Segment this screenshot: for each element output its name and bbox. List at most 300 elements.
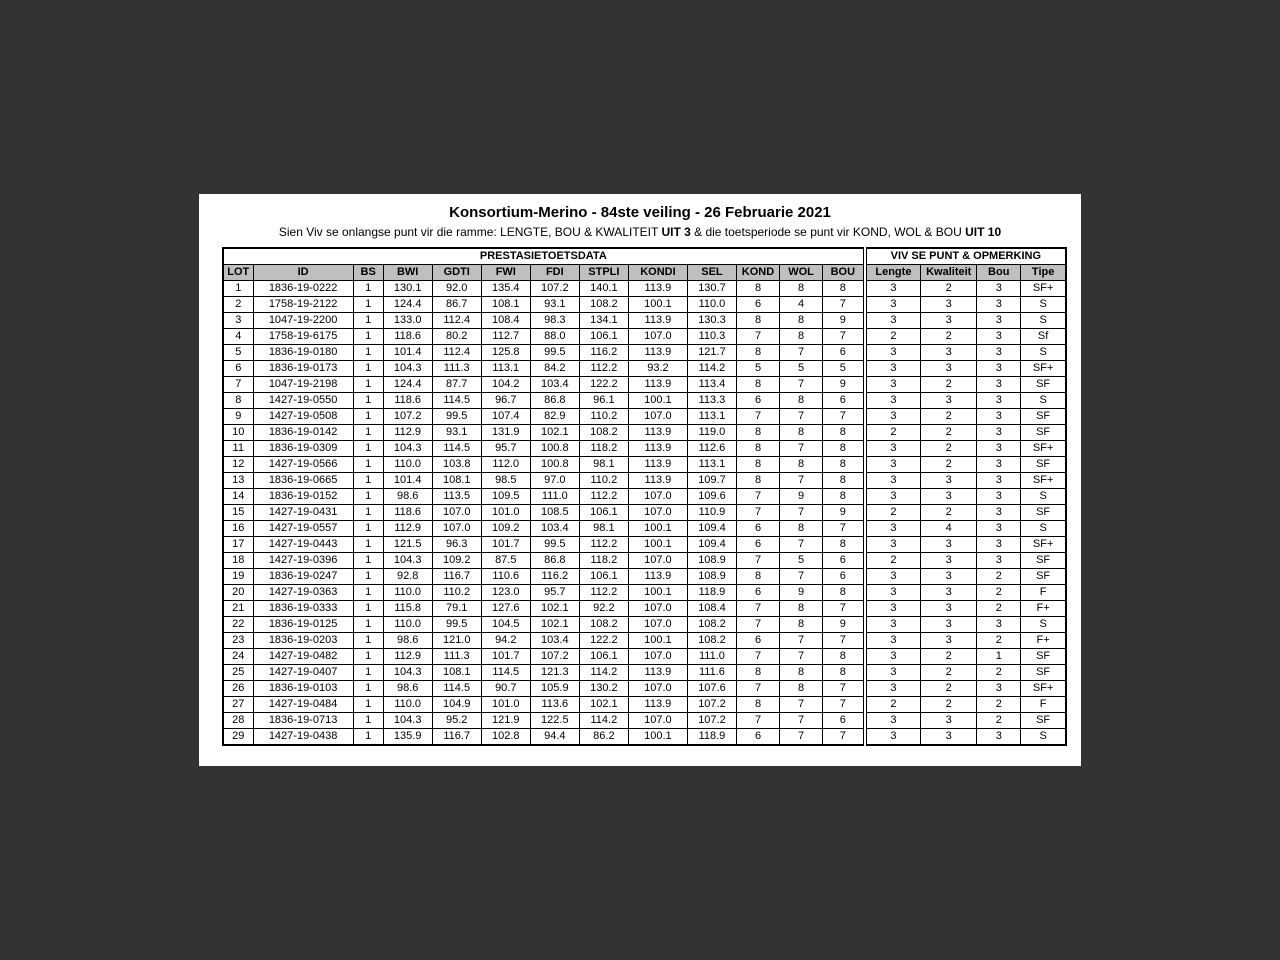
cell-id: 1047-19-2198: [253, 377, 353, 393]
cell-lot: 2: [223, 297, 253, 313]
cell-gdti: 80.2: [432, 329, 481, 345]
cell-kondi: 107.0: [628, 713, 687, 729]
cell-wol: 7: [780, 505, 823, 521]
cell-bwi: 118.6: [383, 505, 432, 521]
cell-fwi: 101.0: [481, 505, 530, 521]
cell-fdi: 107.2: [530, 649, 579, 665]
cell-sel: 114.2: [687, 361, 736, 377]
cell-kond: 5: [736, 361, 779, 377]
cell-id: 1427-19-0557: [253, 521, 353, 537]
cell-kwaliteit: 2: [921, 681, 977, 697]
subtitle-bold2: UIT 10: [965, 225, 1002, 239]
cell-bou: 8: [823, 665, 865, 681]
cell-sel: 118.9: [687, 585, 736, 601]
table-row: [223, 473, 1066, 489]
cell-bou: 2: [977, 569, 1021, 585]
table-row: [223, 729, 1066, 746]
cell-kondi: 100.1: [628, 521, 687, 537]
group-header-viv-punt: VIV SE PUNT & OPMERKING: [865, 248, 1066, 265]
column-header-sel: SEL: [687, 265, 736, 281]
cell-sel: 107.2: [687, 697, 736, 713]
cell-bs: 1: [353, 281, 383, 297]
cell-lot: 23: [223, 633, 253, 649]
table-row: [223, 553, 1066, 569]
cell-stpli: 108.2: [579, 617, 628, 633]
cell-kwaliteit: 3: [921, 601, 977, 617]
cell-id: 1836-19-0125: [253, 617, 353, 633]
cell-bou: 3: [977, 377, 1021, 393]
cell-kondi: 107.0: [628, 601, 687, 617]
column-header-bou: Bou: [977, 265, 1021, 281]
cell-stpli: 86.2: [579, 729, 628, 746]
cell-kwaliteit: 2: [921, 281, 977, 297]
cell-kond: 7: [736, 601, 779, 617]
cell-fwi: 127.6: [481, 601, 530, 617]
table-row: [223, 649, 1066, 665]
cell-bou: 7: [823, 633, 865, 649]
cell-bwi: 118.6: [383, 393, 432, 409]
column-header-bwi: BWI: [383, 265, 432, 281]
cell-sel: 107.2: [687, 713, 736, 729]
cell-sel: 112.6: [687, 441, 736, 457]
cell-sel: 108.2: [687, 633, 736, 649]
cell-fdi: 113.6: [530, 697, 579, 713]
cell-wol: 9: [780, 489, 823, 505]
cell-kondi: 100.1: [628, 537, 687, 553]
cell-kond: 6: [736, 585, 779, 601]
cell-fdi: 102.1: [530, 425, 579, 441]
cell-bwi: 124.4: [383, 297, 432, 313]
cell-lengte: 3: [865, 345, 921, 361]
cell-lengte: 3: [865, 281, 921, 297]
cell-kondi: 113.9: [628, 425, 687, 441]
cell-tipe: F: [1021, 697, 1066, 713]
cell-gdti: 114.5: [432, 393, 481, 409]
cell-stpli: 114.2: [579, 713, 628, 729]
cell-lengte: 3: [865, 441, 921, 457]
table-row: [223, 617, 1066, 633]
cell-fdi: 103.4: [530, 377, 579, 393]
cell-fwi: 110.6: [481, 569, 530, 585]
cell-bou: 3: [977, 521, 1021, 537]
cell-kwaliteit: 3: [921, 569, 977, 585]
cell-bou: 6: [823, 569, 865, 585]
cell-bs: 1: [353, 697, 383, 713]
table-row: [223, 409, 1066, 425]
cell-lengte: 3: [865, 377, 921, 393]
cell-bou: 3: [977, 729, 1021, 746]
cell-bou: 5: [823, 361, 865, 377]
cell-kwaliteit: 2: [921, 697, 977, 713]
cell-kond: 8: [736, 345, 779, 361]
cell-bou: 9: [823, 505, 865, 521]
cell-gdti: 112.4: [432, 345, 481, 361]
cell-id: 1427-19-0484: [253, 697, 353, 713]
cell-tipe: S: [1021, 313, 1066, 329]
cell-bwi: 101.4: [383, 473, 432, 489]
cell-id: 1836-19-0247: [253, 569, 353, 585]
cell-bwi: 133.0: [383, 313, 432, 329]
cell-id: 1836-19-0333: [253, 601, 353, 617]
cell-fdi: 121.3: [530, 665, 579, 681]
cell-kond: 7: [736, 649, 779, 665]
cell-bou: 6: [823, 393, 865, 409]
table-row: [223, 457, 1066, 473]
cell-bwi: 112.9: [383, 521, 432, 537]
cell-lengte: 3: [865, 297, 921, 313]
cell-bs: 1: [353, 409, 383, 425]
cell-gdti: 92.0: [432, 281, 481, 297]
cell-id: 1427-19-0396: [253, 553, 353, 569]
cell-tipe: SF: [1021, 457, 1066, 473]
column-header-kondi: KONDI: [628, 265, 687, 281]
cell-bou: 8: [823, 441, 865, 457]
cell-kwaliteit: 2: [921, 409, 977, 425]
cell-gdti: 114.5: [432, 681, 481, 697]
cell-fwi: 135.4: [481, 281, 530, 297]
table-row: [223, 393, 1066, 409]
cell-tipe: S: [1021, 729, 1066, 746]
cell-kondi: 107.0: [628, 505, 687, 521]
cell-id: 1427-19-0508: [253, 409, 353, 425]
cell-sel: 109.4: [687, 537, 736, 553]
cell-fdi: 102.1: [530, 601, 579, 617]
cell-id: 1836-19-0152: [253, 489, 353, 505]
cell-wol: 7: [780, 377, 823, 393]
cell-bou: 3: [977, 361, 1021, 377]
cell-lengte: 3: [865, 457, 921, 473]
cell-fdi: 99.5: [530, 345, 579, 361]
cell-fwi: 112.7: [481, 329, 530, 345]
cell-sel: 109.7: [687, 473, 736, 489]
cell-tipe: F+: [1021, 633, 1066, 649]
cell-bs: 1: [353, 313, 383, 329]
cell-lot: 26: [223, 681, 253, 697]
cell-fwi: 112.0: [481, 457, 530, 473]
cell-gdti: 114.5: [432, 441, 481, 457]
cell-bwi: 92.8: [383, 569, 432, 585]
cell-stpli: 140.1: [579, 281, 628, 297]
cell-lot: 13: [223, 473, 253, 489]
cell-lot: 10: [223, 425, 253, 441]
cell-tipe: S: [1021, 617, 1066, 633]
cell-id: 1427-19-0566: [253, 457, 353, 473]
cell-gdti: 96.3: [432, 537, 481, 553]
cell-stpli: 96.1: [579, 393, 628, 409]
cell-stpli: 130.2: [579, 681, 628, 697]
cell-kwaliteit: 3: [921, 297, 977, 313]
table-row: [223, 345, 1066, 361]
cell-lengte: 2: [865, 505, 921, 521]
cell-id: 1427-19-0443: [253, 537, 353, 553]
cell-stpli: 116.2: [579, 345, 628, 361]
cell-bwi: 124.4: [383, 377, 432, 393]
cell-gdti: 111.3: [432, 649, 481, 665]
cell-bou: 7: [823, 729, 865, 746]
cell-kondi: 100.1: [628, 729, 687, 746]
cell-stpli: 122.2: [579, 633, 628, 649]
cell-fwi: 113.1: [481, 361, 530, 377]
cell-bou: 1: [977, 649, 1021, 665]
cell-gdti: 87.7: [432, 377, 481, 393]
cell-stpli: 106.1: [579, 649, 628, 665]
cell-kond: 8: [736, 457, 779, 473]
cell-kwaliteit: 3: [921, 729, 977, 746]
cell-bou: 3: [977, 281, 1021, 297]
cell-fdi: 102.1: [530, 617, 579, 633]
cell-wol: 8: [780, 425, 823, 441]
cell-bou: 3: [977, 441, 1021, 457]
cell-sel: 113.3: [687, 393, 736, 409]
cell-lengte: 3: [865, 601, 921, 617]
cell-lengte: 3: [865, 713, 921, 729]
cell-bou: 6: [823, 553, 865, 569]
cell-lot: 17: [223, 537, 253, 553]
column-header-tipe: Tipe: [1021, 265, 1066, 281]
cell-gdti: 79.1: [432, 601, 481, 617]
cell-lot: 25: [223, 665, 253, 681]
cell-wol: 7: [780, 633, 823, 649]
cell-bs: 1: [353, 585, 383, 601]
cell-bs: 1: [353, 377, 383, 393]
cell-kondi: 113.9: [628, 457, 687, 473]
cell-bs: 1: [353, 601, 383, 617]
cell-bwi: 130.1: [383, 281, 432, 297]
cell-bou: 8: [823, 649, 865, 665]
table-row: [223, 697, 1066, 713]
cell-fwi: 123.0: [481, 585, 530, 601]
cell-bs: 1: [353, 521, 383, 537]
cell-kond: 7: [736, 409, 779, 425]
cell-fwi: 94.2: [481, 633, 530, 649]
cell-stpli: 112.2: [579, 585, 628, 601]
cell-lengte: 3: [865, 569, 921, 585]
table-row: [223, 633, 1066, 649]
cell-bs: 1: [353, 393, 383, 409]
cell-wol: 8: [780, 281, 823, 297]
cell-bs: 1: [353, 329, 383, 345]
cell-wol: 8: [780, 681, 823, 697]
cell-bs: 1: [353, 505, 383, 521]
cell-fdi: 84.2: [530, 361, 579, 377]
cell-lot: 12: [223, 457, 253, 473]
cell-bou: 6: [823, 713, 865, 729]
subtitle-part2: & die toetsperiode se punt vir KOND, WOL & BOU: [690, 225, 966, 239]
cell-fdi: 86.8: [530, 553, 579, 569]
cell-kond: 6: [736, 521, 779, 537]
cell-stpli: 112.2: [579, 537, 628, 553]
cell-tipe: SF: [1021, 409, 1066, 425]
cell-bwi: 104.3: [383, 713, 432, 729]
cell-fdi: 103.4: [530, 521, 579, 537]
cell-kwaliteit: 3: [921, 345, 977, 361]
cell-sel: 113.1: [687, 457, 736, 473]
cell-wol: 7: [780, 649, 823, 665]
cell-tipe: S: [1021, 489, 1066, 505]
cell-bou: 3: [977, 313, 1021, 329]
cell-kond: 7: [736, 713, 779, 729]
column-header-kwaliteit: Kwaliteit: [921, 265, 977, 281]
column-header-lot: LOT: [223, 265, 253, 281]
cell-id: 1427-19-0550: [253, 393, 353, 409]
cell-bou: 2: [977, 601, 1021, 617]
cell-lot: 29: [223, 729, 253, 746]
column-header-fdi: FDI: [530, 265, 579, 281]
cell-tipe: SF+: [1021, 281, 1066, 297]
cell-stpli: 134.1: [579, 313, 628, 329]
cell-stpli: 98.1: [579, 457, 628, 473]
cell-kond: 7: [736, 681, 779, 697]
cell-kond: 6: [736, 393, 779, 409]
cell-bs: 1: [353, 553, 383, 569]
cell-lengte: 3: [865, 409, 921, 425]
cell-kond: 8: [736, 281, 779, 297]
cell-wol: 8: [780, 457, 823, 473]
cell-bwi: 112.9: [383, 649, 432, 665]
cell-lot: 11: [223, 441, 253, 457]
cell-lengte: 3: [865, 649, 921, 665]
cell-bwi: 98.6: [383, 633, 432, 649]
cell-fwi: 95.7: [481, 441, 530, 457]
cell-bou: 3: [977, 297, 1021, 313]
table-row: [223, 665, 1066, 681]
cell-id: 1836-19-0180: [253, 345, 353, 361]
cell-lot: 7: [223, 377, 253, 393]
cell-tipe: S: [1021, 521, 1066, 537]
cell-bwi: 104.3: [383, 553, 432, 569]
page-title: Konsortium-Merino - 84ste veiling - 26 Februarie 2021: [449, 204, 831, 221]
cell-gdti: 111.3: [432, 361, 481, 377]
cell-kwaliteit: 2: [921, 377, 977, 393]
cell-id: 1758-19-2122: [253, 297, 353, 313]
cell-bou: 3: [977, 489, 1021, 505]
cell-lot: 6: [223, 361, 253, 377]
cell-fdi: 88.0: [530, 329, 579, 345]
cell-stpli: 98.1: [579, 521, 628, 537]
cell-bou: 3: [977, 345, 1021, 361]
cell-kondi: 113.9: [628, 665, 687, 681]
table-body: [223, 281, 1066, 746]
cell-lot: 22: [223, 617, 253, 633]
cell-kond: 8: [736, 377, 779, 393]
cell-stpli: 118.2: [579, 553, 628, 569]
cell-gdti: 112.4: [432, 313, 481, 329]
cell-bou: 3: [977, 409, 1021, 425]
column-header-bou: BOU: [823, 265, 865, 281]
cell-kwaliteit: 3: [921, 393, 977, 409]
cell-bou: 6: [823, 345, 865, 361]
cell-bwi: 110.0: [383, 585, 432, 601]
table-row: [223, 713, 1066, 729]
column-header-fwi: FWI: [481, 265, 530, 281]
cell-tipe: SF: [1021, 553, 1066, 569]
cell-tipe: SF: [1021, 665, 1066, 681]
cell-bou: 2: [977, 713, 1021, 729]
cell-kond: 6: [736, 537, 779, 553]
cell-bs: 1: [353, 681, 383, 697]
cell-tipe: S: [1021, 297, 1066, 313]
cell-tipe: S: [1021, 393, 1066, 409]
cell-id: 1836-19-0103: [253, 681, 353, 697]
cell-kwaliteit: 3: [921, 537, 977, 553]
cell-lot: 19: [223, 569, 253, 585]
cell-gdti: 103.8: [432, 457, 481, 473]
cell-bou: 3: [977, 393, 1021, 409]
cell-bou: 9: [823, 617, 865, 633]
cell-fdi: 111.0: [530, 489, 579, 505]
cell-lot: 20: [223, 585, 253, 601]
cell-kwaliteit: 3: [921, 553, 977, 569]
cell-wol: 7: [780, 729, 823, 746]
cell-kwaliteit: 3: [921, 473, 977, 489]
cell-tipe: S: [1021, 345, 1066, 361]
cell-sel: 111.6: [687, 665, 736, 681]
cell-tipe: F+: [1021, 601, 1066, 617]
document-page: [199, 194, 1081, 766]
cell-kondi: 93.2: [628, 361, 687, 377]
cell-stpli: 112.2: [579, 489, 628, 505]
cell-bwi: 110.0: [383, 617, 432, 633]
cell-gdti: 99.5: [432, 409, 481, 425]
cell-bou: 8: [823, 537, 865, 553]
cell-wol: 7: [780, 537, 823, 553]
column-header-wol: WOL: [780, 265, 823, 281]
cell-bou: 2: [977, 633, 1021, 649]
cell-bou: 8: [823, 489, 865, 505]
cell-kwaliteit: 3: [921, 585, 977, 601]
cell-bs: 1: [353, 633, 383, 649]
cell-fwi: 90.7: [481, 681, 530, 697]
cell-lengte: 3: [865, 489, 921, 505]
cell-kwaliteit: 2: [921, 649, 977, 665]
cell-fdi: 107.2: [530, 281, 579, 297]
cell-fdi: 97.0: [530, 473, 579, 489]
table-row: [223, 281, 1066, 297]
cell-kond: 8: [736, 441, 779, 457]
column-header-row: [223, 265, 1066, 281]
cell-wol: 8: [780, 617, 823, 633]
cell-kond: 8: [736, 569, 779, 585]
cell-wol: 7: [780, 569, 823, 585]
cell-gdti: 110.2: [432, 585, 481, 601]
cell-kondi: 107.0: [628, 329, 687, 345]
cell-sel: 130.7: [687, 281, 736, 297]
cell-bs: 1: [353, 345, 383, 361]
cell-fwi: 121.9: [481, 713, 530, 729]
cell-sel: 108.9: [687, 553, 736, 569]
cell-lot: 27: [223, 697, 253, 713]
cell-wol: 7: [780, 409, 823, 425]
cell-kond: 7: [736, 329, 779, 345]
cell-tipe: SF+: [1021, 537, 1066, 553]
cell-id: 1427-19-0482: [253, 649, 353, 665]
group-header-row: [223, 248, 1066, 265]
cell-kwaliteit: 4: [921, 521, 977, 537]
table-row: [223, 537, 1066, 553]
cell-id: 1836-19-0203: [253, 633, 353, 649]
cell-bs: 1: [353, 569, 383, 585]
cell-sel: 110.9: [687, 505, 736, 521]
cell-kondi: 100.1: [628, 633, 687, 649]
cell-kwaliteit: 3: [921, 489, 977, 505]
cell-bs: 1: [353, 457, 383, 473]
cell-kondi: 107.0: [628, 553, 687, 569]
cell-fdi: 122.5: [530, 713, 579, 729]
cell-tipe: SF: [1021, 377, 1066, 393]
cell-gdti: 107.0: [432, 505, 481, 521]
cell-fdi: 93.1: [530, 297, 579, 313]
cell-kwaliteit: 3: [921, 313, 977, 329]
